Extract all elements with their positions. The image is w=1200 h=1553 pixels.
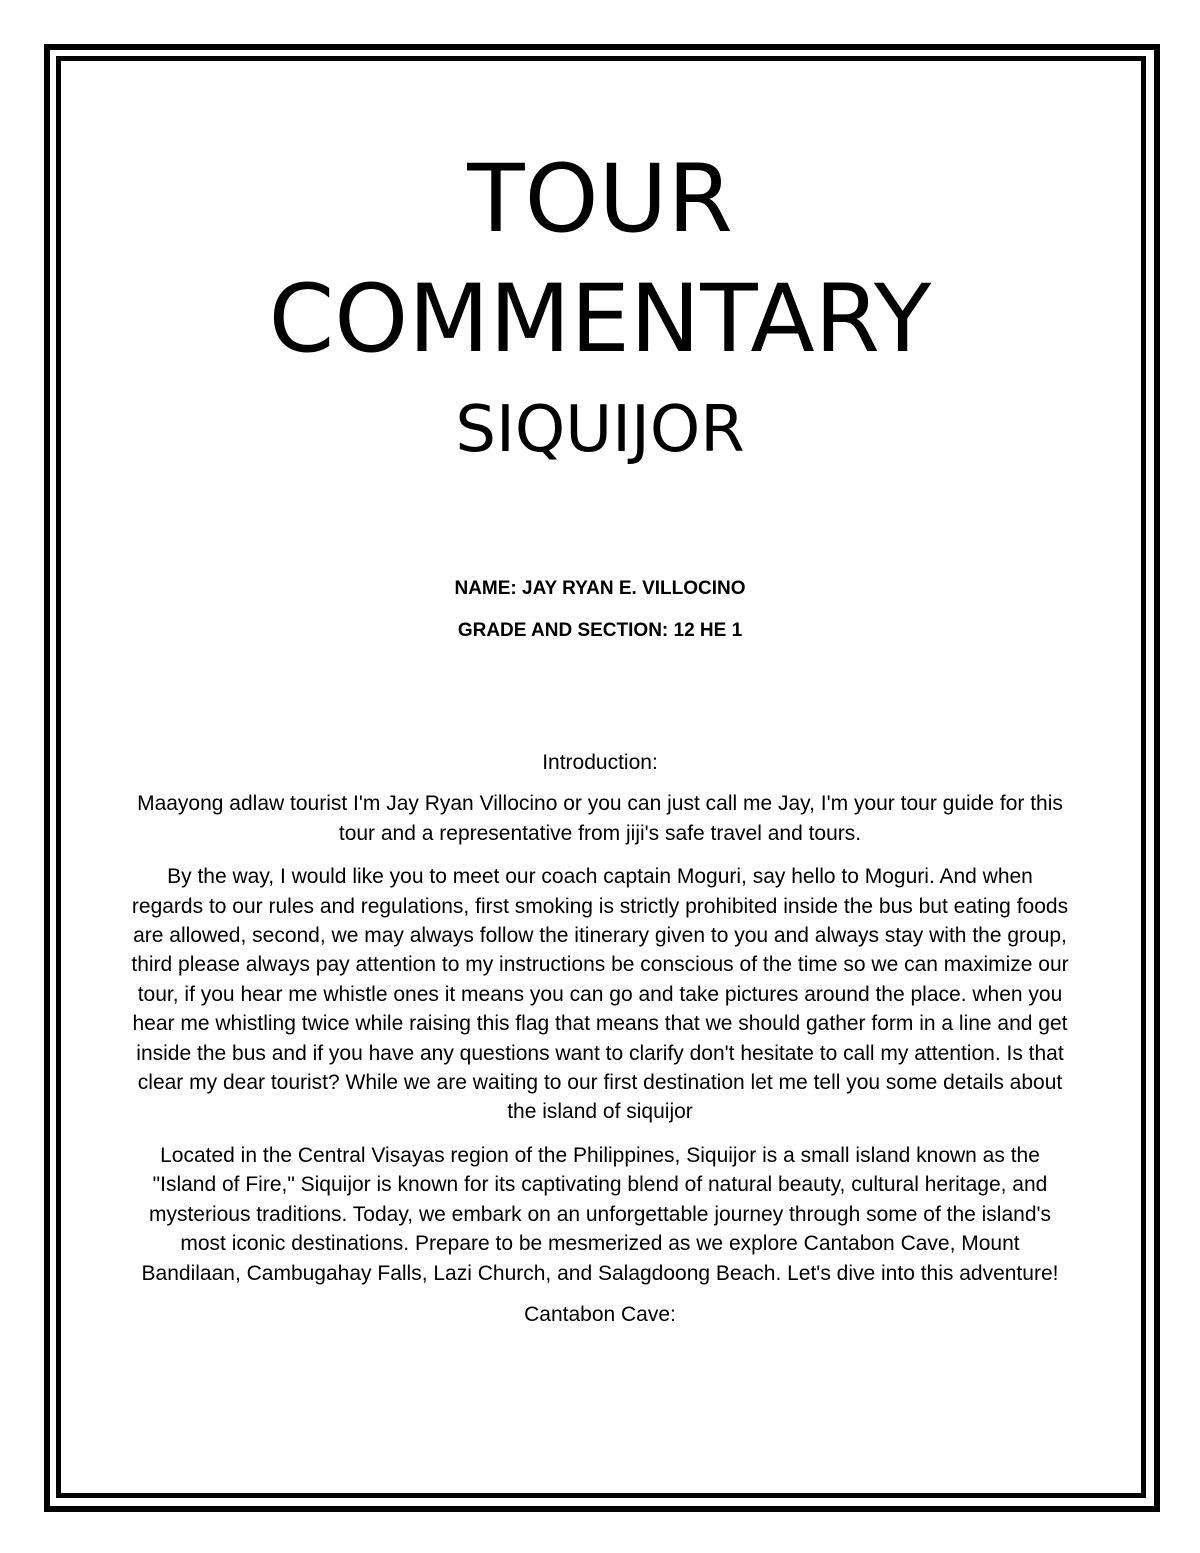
- title-line-1: TOUR: [467, 145, 733, 254]
- paragraph-rules: By the way, I would like you to meet our coach captain Moguri, say hello to Moguri. And when regards to our rules and regulations, first smoking is strictly prohibited inside the bus but eating foods are allowed, second, we may always follow the itinerary given to you and always stay with the group, third please always pay attention to my instructions be conscious of the time so we can maximize our tour, if you hear me whistle ones it means you can go and take pictures around the place. when you hear me whistling twice while raising this flag that means that we should gather form in a line and get inside the bus and if you have any questions want to clarify don't hesitate to call my attention. Is that clear my dear tourist? While we are waiting to our first destination let me tell you some details about the island of siquijor: [131, 865, 1069, 1124]
- document-content: [130, 140, 1070, 1329]
- intro-heading: Introduction:: [542, 751, 658, 774]
- subtitle: SIQUIJOR: [455, 393, 745, 467]
- grade-section: GRADE AND SECTION: 12 HE 1: [457, 620, 743, 641]
- student-name: NAME: JAY RYAN E. VILLOCINO: [454, 578, 746, 599]
- paragraph-greeting: Maayong adlaw tourist I'm Jay Ryan Villocino or you can just call me Jay, I'm your tour guide for this tour and a representative from jiji's safe travel and tours.: [137, 792, 1063, 845]
- paragraph-siquijor: Located in the Central Visayas region of the Philippines, Siquijor is a small island known as the "Island of Fire," Siquijor is known for its captivating blend of natural beauty, cultural heritage, and mysterious traditions. Today, we embark on an unforgettable journey through some of the island's most iconic destinations. Prepare to be mesmerized as we explore Cantabon Cave, Mount Bandilaan, Cambugahay Falls, Lazi Church, and Salagdoong Beach. Let's dive into this adventure!: [141, 1143, 1059, 1285]
- section-heading-cantabon-cave: Cantabon Cave:: [524, 1302, 676, 1326]
- title-line-2: COMMENTARY: [268, 265, 932, 374]
